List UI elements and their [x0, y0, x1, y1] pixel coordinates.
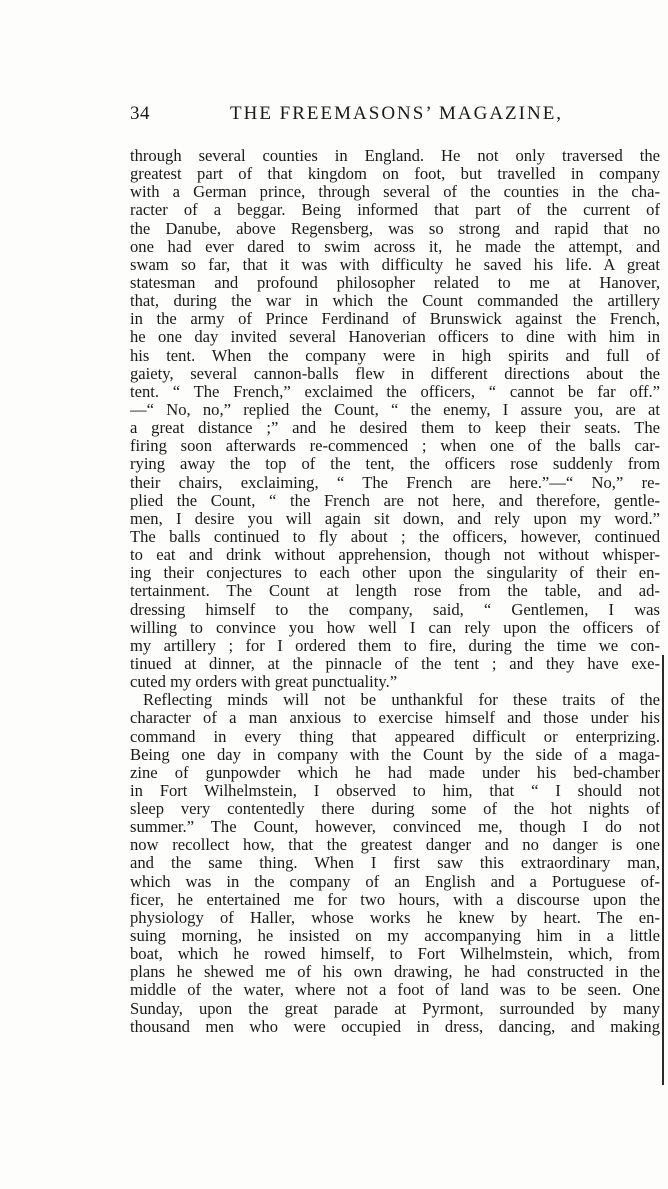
text-line: boat, which he rowed himself, to Fort Wilhelmstein, which, from: [130, 944, 660, 964]
text-line: gaiety, several cannon-balls flew in different directions about the: [130, 363, 660, 383]
text-line: willing to convince you how well I can rely upon the officers of: [130, 617, 660, 637]
text-line: racter of a beggar. Being informed that part of the current of: [130, 200, 660, 220]
text-line: with a German prince, through several of the counties in the cha-: [130, 182, 660, 202]
text-line: middle of the water, where not a foot of land was to be seen. One: [130, 980, 660, 1000]
text-line: —“ No, no,” replied the Count, “ the enemy, I assure you, are at: [130, 399, 660, 419]
text-line: tent. “ The French,” exclaimed the officers, “ cannot be far off.”: [130, 381, 660, 401]
text-line: that, during the war in which the Count commanded the artillery: [130, 291, 660, 311]
text-line: now recollect how, that the greatest danger and no danger is one: [130, 835, 660, 855]
text-line: ing their conjectures to each other upon the singularity of their en-: [130, 563, 660, 583]
text-line: greatest part of that kingdom on foot, but travelled in company: [130, 164, 660, 184]
text-line: Sunday, upon the great parade at Pyrmont, surrounded by many: [130, 998, 660, 1018]
text-line: firing soon afterwards re-commenced ; when one of the balls car-: [130, 436, 660, 456]
text-line: men, I desire you will again sit down, and rely upon my word.”: [130, 508, 660, 528]
text-line: which was in the company of an English and a Portuguese of-: [130, 871, 660, 891]
text-line: in the army of Prince Ferdinand of Brunswick against the French,: [130, 309, 660, 329]
text-line: rying away the top of the tent, the officers rose suddenly from: [130, 454, 660, 474]
text-line: tertainment. The Count at length rose from the table, and ad-: [130, 581, 660, 601]
text-line: sleep very contentedly there during some of the hot nights of: [130, 799, 660, 819]
text-line: command in every thing that appeared difficult or enterprizing.: [130, 726, 660, 746]
running-head: [130, 103, 660, 127]
text-line: thousand men who were occupied in dress, dancing, and making: [130, 1016, 660, 1036]
text-line: physiology of Haller, whose works he knew by heart. The en-: [130, 907, 660, 927]
text-line: through several counties in England. He not only traversed the: [130, 146, 660, 165]
text-line: a great distance ;” and he desired them to keep their seats. The: [130, 418, 660, 438]
text-line: Being one day in company with the Count by the side of a maga-: [130, 744, 660, 764]
text-line: to eat and drink without apprehension, though not without whisper-: [130, 545, 660, 565]
text-line: swam so far, that it was with difficulty he saved his life. A great: [130, 254, 660, 274]
text-line: zine of gunpowder which he had made under his bed-chamber: [130, 762, 660, 782]
text-line: his tent. When the company were in high spirits and full of: [130, 345, 660, 365]
body-text: [130, 147, 660, 1036]
text-line: in Fort Wilhelmstein, I observed to him, that “ I should not: [130, 780, 660, 800]
text-line: suing morning, he insisted on my accompanying him in a little: [130, 926, 660, 946]
text-line: dressing himself to the company, said, “ Gentlemen, I was: [130, 599, 660, 619]
text-line: my artillery ; for I ordered them to fire, during the time we con-: [130, 635, 660, 655]
text-line: statesman and profound philosopher related to me at Hanover,: [130, 272, 660, 292]
text-line: and the same thing. When I first saw this extraordinary man,: [130, 853, 660, 873]
text-line: summer.” The Count, however, convinced me, though I do not: [130, 817, 660, 837]
page-number: 34: [130, 103, 150, 124]
text-line: one had ever dared to swim across it, he made the attempt, and: [130, 236, 660, 256]
text-line: their chairs, exclaiming, “ The French are here.”—“ No,” re-: [130, 472, 660, 492]
text-line: he one day invited several Hanoverian officers to dine with him in: [130, 327, 660, 347]
text-line: tinued at dinner, at the pinnacle of the tent ; and they have exe-: [130, 653, 660, 673]
text-line: character of a man anxious to exercise himself and those under his: [130, 708, 660, 728]
text-line: The balls continued to fly about ; the officers, however, continued: [130, 526, 660, 546]
text-line: ficer, he entertained me for two hours, with a discourse upon the: [130, 889, 660, 909]
text-line: the Danube, above Regensberg, was so strong and rapid that no: [130, 218, 660, 238]
running-title: THE FREEMASONS’ MAGAZINE,: [230, 103, 564, 124]
text-line: plied the Count, “ the French are not here, and therefore, gentle-: [130, 490, 660, 510]
text-line: plans he shewed me of his own drawing, he had constructed in the: [130, 962, 660, 982]
paragraph-end-line: cuted my orders with great punctuality.”: [130, 672, 398, 692]
paragraph-start-line: Reflecting minds will not be unthankful for these traits of the: [143, 690, 660, 710]
page-edge-rule: [662, 655, 664, 1085]
